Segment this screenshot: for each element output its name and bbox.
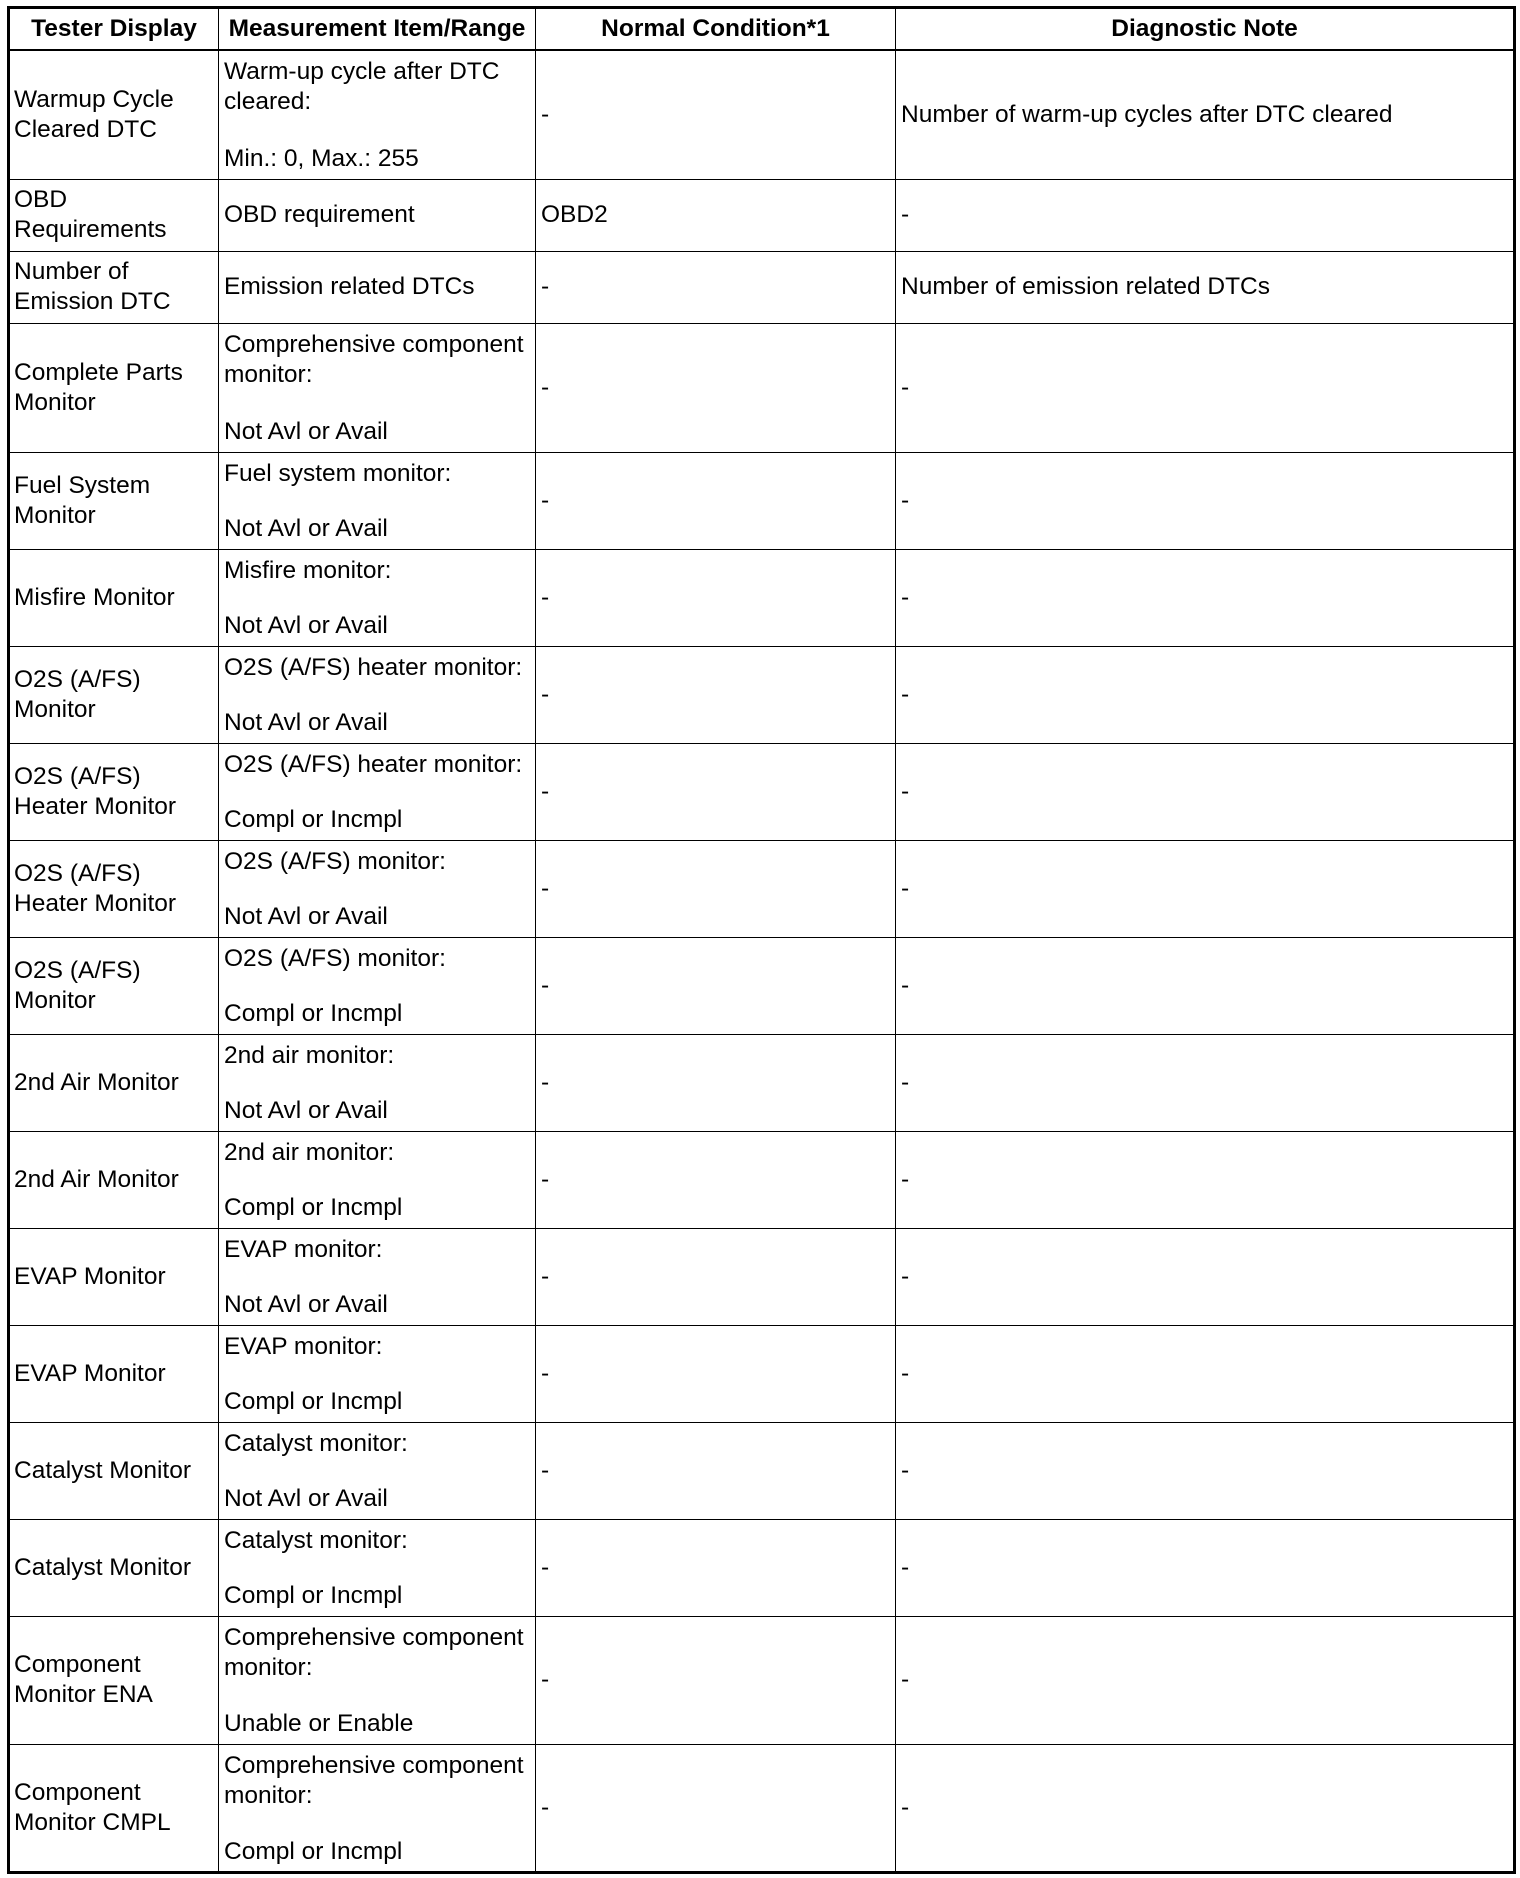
cell-measurement-item [219, 50, 536, 179]
cell-normal-condition: - [536, 1616, 896, 1744]
cell-normal-condition: - [536, 452, 896, 549]
measurement-item-label: Comprehensive component monitor: [224, 1623, 524, 1681]
cell-tester-display: OBD Requirements [9, 179, 219, 251]
measurement-item-label: Comprehensive component monitor: [224, 1751, 524, 1809]
cell-tester-display: Warmup Cycle Cleared DTC [9, 50, 219, 179]
header-diagnostic-note: Diagnostic Note [896, 8, 1515, 51]
table-row [9, 251, 1515, 323]
cell-measurement-item [219, 1325, 536, 1422]
measurement-item-label: 2nd air monitor: [224, 1041, 395, 1069]
cell-diagnostic-note: - [896, 646, 1515, 743]
tester-data-table [7, 6, 1516, 1874]
table-row [9, 1519, 1515, 1616]
header-tester-display: Tester Display [9, 8, 219, 51]
measurement-item-label: 2nd air monitor: [224, 1138, 395, 1166]
table-row [9, 1228, 1515, 1325]
table-row [9, 1131, 1515, 1228]
measurement-range: Compl or Incmpl [224, 999, 403, 1027]
table-row [9, 1744, 1515, 1872]
cell-diagnostic-note: - [896, 452, 1515, 549]
cell-diagnostic-note: - [896, 937, 1515, 1034]
measurement-range: Compl or Incmpl [224, 1387, 403, 1415]
cell-diagnostic-note: - [896, 179, 1515, 251]
cell-tester-display: EVAP Monitor [9, 1228, 219, 1325]
cell-tester-display: O2S (A/FS) Heater Monitor [9, 840, 219, 937]
measurement-item-label: O2S (A/FS) heater monitor: [224, 653, 523, 681]
cell-diagnostic-note: - [896, 1228, 1515, 1325]
cell-measurement-item [219, 1519, 536, 1616]
table-row [9, 743, 1515, 840]
cell-measurement-item [219, 840, 536, 937]
table-row [9, 1034, 1515, 1131]
measurement-range: Compl or Incmpl [224, 1581, 403, 1609]
cell-normal-condition: - [536, 549, 896, 646]
cell-measurement-item [219, 549, 536, 646]
table-row [9, 1422, 1515, 1519]
table-row [9, 840, 1515, 937]
cell-measurement-item: OBD requirement [219, 179, 536, 251]
measurement-item-label: O2S (A/FS) monitor: [224, 847, 446, 875]
cell-tester-display: 2nd Air Monitor [9, 1131, 219, 1228]
measurement-range: Compl or Incmpl [224, 805, 403, 833]
cell-diagnostic-note: - [896, 1744, 1515, 1872]
cell-diagnostic-note: Number of emission related DTCs [896, 251, 1515, 323]
cell-tester-display: O2S (A/FS) Monitor [9, 646, 219, 743]
measurement-item-label: EVAP monitor: [224, 1235, 383, 1263]
cell-diagnostic-note: - [896, 323, 1515, 452]
cell-diagnostic-note: - [896, 1325, 1515, 1422]
cell-normal-condition: - [536, 840, 896, 937]
table-row [9, 50, 1515, 179]
cell-measurement-item [219, 452, 536, 549]
cell-normal-condition: - [536, 1744, 896, 1872]
measurement-range: Unable or Enable [224, 1709, 414, 1737]
cell-diagnostic-note: - [896, 1616, 1515, 1744]
measurement-item-label: Catalyst monitor: [224, 1526, 408, 1554]
table-body [9, 50, 1515, 1872]
cell-measurement-item [219, 1034, 536, 1131]
cell-normal-condition: - [536, 646, 896, 743]
cell-tester-display: Fuel System Monitor [9, 452, 219, 549]
cell-measurement-item [219, 743, 536, 840]
header-measurement-item: Measurement Item/Range [219, 8, 536, 51]
cell-diagnostic-note: Number of warm-up cycles after DTC cleared [896, 50, 1515, 179]
measurement-range: Not Avl or Avail [224, 1290, 388, 1318]
measurement-item-label: Catalyst monitor: [224, 1429, 408, 1457]
cell-measurement-item: Emission related DTCs [219, 251, 536, 323]
cell-tester-display: Complete Parts Monitor [9, 323, 219, 452]
cell-tester-display: Misfire Monitor [9, 549, 219, 646]
measurement-range: Not Avl or Avail [224, 1484, 388, 1512]
measurement-item-label: EVAP monitor: [224, 1332, 383, 1360]
measurement-item-label: Comprehensive component monitor: [224, 330, 524, 388]
measurement-range: Not Avl or Avail [224, 417, 388, 445]
cell-tester-display: Component Monitor CMPL [9, 1744, 219, 1872]
cell-diagnostic-note: - [896, 549, 1515, 646]
cell-measurement-item [219, 1616, 536, 1744]
cell-normal-condition: - [536, 323, 896, 452]
cell-normal-condition: - [536, 1131, 896, 1228]
data-list-sheet [7, 6, 1513, 1874]
table-row [9, 323, 1515, 452]
cell-diagnostic-note: - [896, 1034, 1515, 1131]
measurement-item-label: O2S (A/FS) monitor: [224, 944, 446, 972]
measurement-range: Not Avl or Avail [224, 1096, 388, 1124]
cell-normal-condition: - [536, 1325, 896, 1422]
table-row [9, 1616, 1515, 1744]
measurement-item-label: Warm-up cycle after DTC cleared: [224, 58, 500, 115]
cell-normal-condition: - [536, 937, 896, 1034]
cell-diagnostic-note: - [896, 743, 1515, 840]
table-row [9, 179, 1515, 251]
cell-tester-display: EVAP Monitor [9, 1325, 219, 1422]
cell-normal-condition: - [536, 251, 896, 323]
header-row [9, 8, 1515, 51]
cell-measurement-item [219, 1422, 536, 1519]
cell-tester-display: O2S (A/FS) Monitor [9, 937, 219, 1034]
cell-measurement-item [219, 1744, 536, 1872]
cell-tester-display: 2nd Air Monitor [9, 1034, 219, 1131]
measurement-range: Compl or Incmpl [224, 1837, 403, 1865]
cell-normal-condition: - [536, 1519, 896, 1616]
cell-normal-condition: - [536, 1422, 896, 1519]
table-row [9, 937, 1515, 1034]
cell-diagnostic-note: - [896, 1519, 1515, 1616]
header-normal-condition: Normal Condition*1 [536, 8, 896, 51]
measurement-range: Compl or Incmpl [224, 1193, 403, 1221]
cell-normal-condition: OBD2 [536, 179, 896, 251]
cell-diagnostic-note: - [896, 1131, 1515, 1228]
cell-normal-condition: - [536, 743, 896, 840]
cell-tester-display: Component Monitor ENA [9, 1616, 219, 1744]
cell-tester-display: Catalyst Monitor [9, 1519, 219, 1616]
measurement-item-label: Fuel system monitor: [224, 459, 452, 487]
cell-measurement-item [219, 1228, 536, 1325]
table-row [9, 549, 1515, 646]
cell-tester-display: O2S (A/FS) Heater Monitor [9, 743, 219, 840]
measurement-range: Not Avl or Avail [224, 708, 388, 736]
cell-measurement-item [219, 937, 536, 1034]
measurement-range: Min.: 0, Max.: 255 [224, 145, 419, 172]
table-row [9, 646, 1515, 743]
table-row [9, 452, 1515, 549]
measurement-range: Not Avl or Avail [224, 902, 388, 930]
cell-tester-display: Catalyst Monitor [9, 1422, 219, 1519]
cell-measurement-item [219, 646, 536, 743]
cell-normal-condition: - [536, 50, 896, 179]
cell-normal-condition: - [536, 1228, 896, 1325]
measurement-range: Not Avl or Avail [224, 611, 388, 639]
cell-diagnostic-note: - [896, 1422, 1515, 1519]
cell-normal-condition: - [536, 1034, 896, 1131]
cell-measurement-item [219, 323, 536, 452]
measurement-item-label: Misfire monitor: [224, 556, 392, 584]
measurement-range: Not Avl or Avail [224, 514, 388, 542]
measurement-item-label: O2S (A/FS) heater monitor: [224, 750, 523, 778]
cell-measurement-item [219, 1131, 536, 1228]
cell-tester-display: Number of Emission DTC [9, 251, 219, 323]
cell-diagnostic-note: - [896, 840, 1515, 937]
table-row [9, 1325, 1515, 1422]
